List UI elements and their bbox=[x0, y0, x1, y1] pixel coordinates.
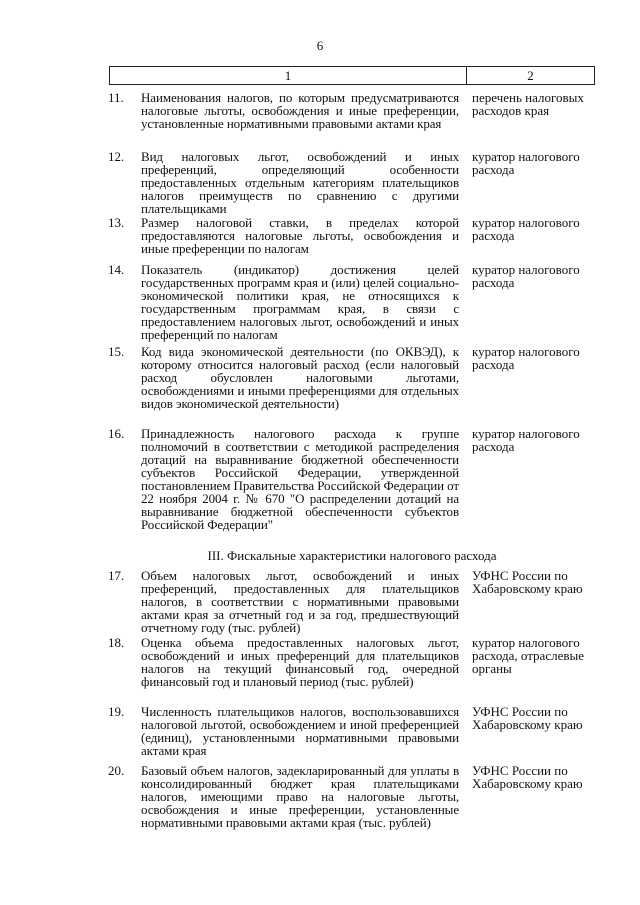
row-description: Оценка объема предоставленных налоговых льгот, освобождений и иных преференций для плательщиков налогов на текущий финансовый год, очередной финансовый год и плановый период (тыс. рублей) bbox=[141, 635, 459, 689]
row-number: 14. bbox=[108, 262, 125, 277]
row-number: 19. bbox=[108, 704, 125, 719]
row-number: 17. bbox=[108, 568, 125, 583]
row-responsible: куратор налогового расхода bbox=[472, 215, 580, 243]
row-responsible: УФНС России по Хабаровскому краю bbox=[472, 704, 583, 732]
row-description: Размер налоговой ставки, в пределах которой предоставляются налоговые льготы, освобождения и иные преференции по налогам bbox=[141, 215, 459, 256]
table-header-col1: 1 bbox=[110, 67, 467, 84]
table-header bbox=[109, 66, 595, 85]
table-header-col2: 2 bbox=[527, 68, 534, 83]
row-number: 18. bbox=[108, 635, 125, 650]
row-responsible: УФНС России по Хабаровскому краю bbox=[472, 568, 583, 596]
row-responsible: куратор налогового расхода bbox=[472, 262, 580, 290]
row-description: Объем налоговых льгот, освобождений и иных преференций, предоставленных для плательщиков налогов, в соответствии с нормативными правовыми актами края за отчетный год и за год, предшествующий отчетному году (тыс. рублей) bbox=[141, 568, 459, 635]
row-number: 16. bbox=[108, 426, 125, 441]
row-number: 11. bbox=[108, 90, 124, 105]
row-responsible: перечень налоговых расходов края bbox=[472, 90, 584, 118]
row-number: 20. bbox=[108, 763, 125, 778]
row-description: Наименования налогов, по которым предусматриваются налоговые льготы, освобождения и иные преференции, установленные нормативными правовыми актами края bbox=[141, 90, 459, 131]
row-responsible: куратор налогового расхода, отраслевые органы bbox=[472, 635, 584, 676]
row-number: 12. bbox=[108, 149, 125, 164]
row-description: Показатель (индикатор) достижения целей государственных программ края и (или) целей социально-экономической политики края, не относящихся к государственным программам края, в связи с предоставлением налоговых льгот, освобождений и иных преференций по налогам bbox=[141, 262, 459, 342]
page-number: 6 bbox=[316, 38, 324, 53]
row-description: Численность плательщиков налогов, воспользовавшихся налоговой льготой, освобождением и иной преференцией (единиц), установленными нормативными правовыми актами края bbox=[141, 704, 459, 758]
row-responsible: УФНС России по Хабаровскому краю bbox=[472, 763, 583, 791]
row-responsible: куратор налогового расхода bbox=[472, 426, 580, 454]
row-responsible: куратор налогового расхода bbox=[472, 344, 580, 372]
row-number: 13. bbox=[108, 215, 125, 230]
row-description: Принадлежность налогового расхода к группе полномочий в соответствии с методикой распределения дотаций на выравнивание бюджетной обеспеченности субъектов Российской Федерации, утвержденной постановлением Правительства Российской Федерации от 22 ноября 2004 г. № 670 "О распределении дотаций на выравнивание бюджетной обеспеченности субъектов Российской Федерации" bbox=[141, 426, 459, 532]
row-responsible: куратор налогового расхода bbox=[472, 149, 580, 177]
row-description: Вид налоговых льгот, освобождений и иных преференций, определяющий особенности предоставленных отдельным категориям плательщиков налогов преимуществ по сравнению с другими плательщиками bbox=[141, 149, 459, 216]
row-description: Базовый объем налогов, задекларированный для уплаты в консолидированный бюджет края плательщиками налогов, имеющими право на налоговые льготы, освобождения и иные преференции, установленные нормативными правовыми актами края (тыс. рублей) bbox=[141, 763, 459, 830]
section-heading: III. Фискальные характеристики налогового расхода bbox=[207, 548, 497, 563]
row-number: 15. bbox=[108, 344, 125, 359]
row-description: Код вида экономической деятельности (по ОКВЭД), к которому относится налоговый расход (если налоговый расход обусловлен налоговыми льготами, освобождениями и иными преференциями для отдельных видов экономической деятельности) bbox=[141, 344, 459, 411]
